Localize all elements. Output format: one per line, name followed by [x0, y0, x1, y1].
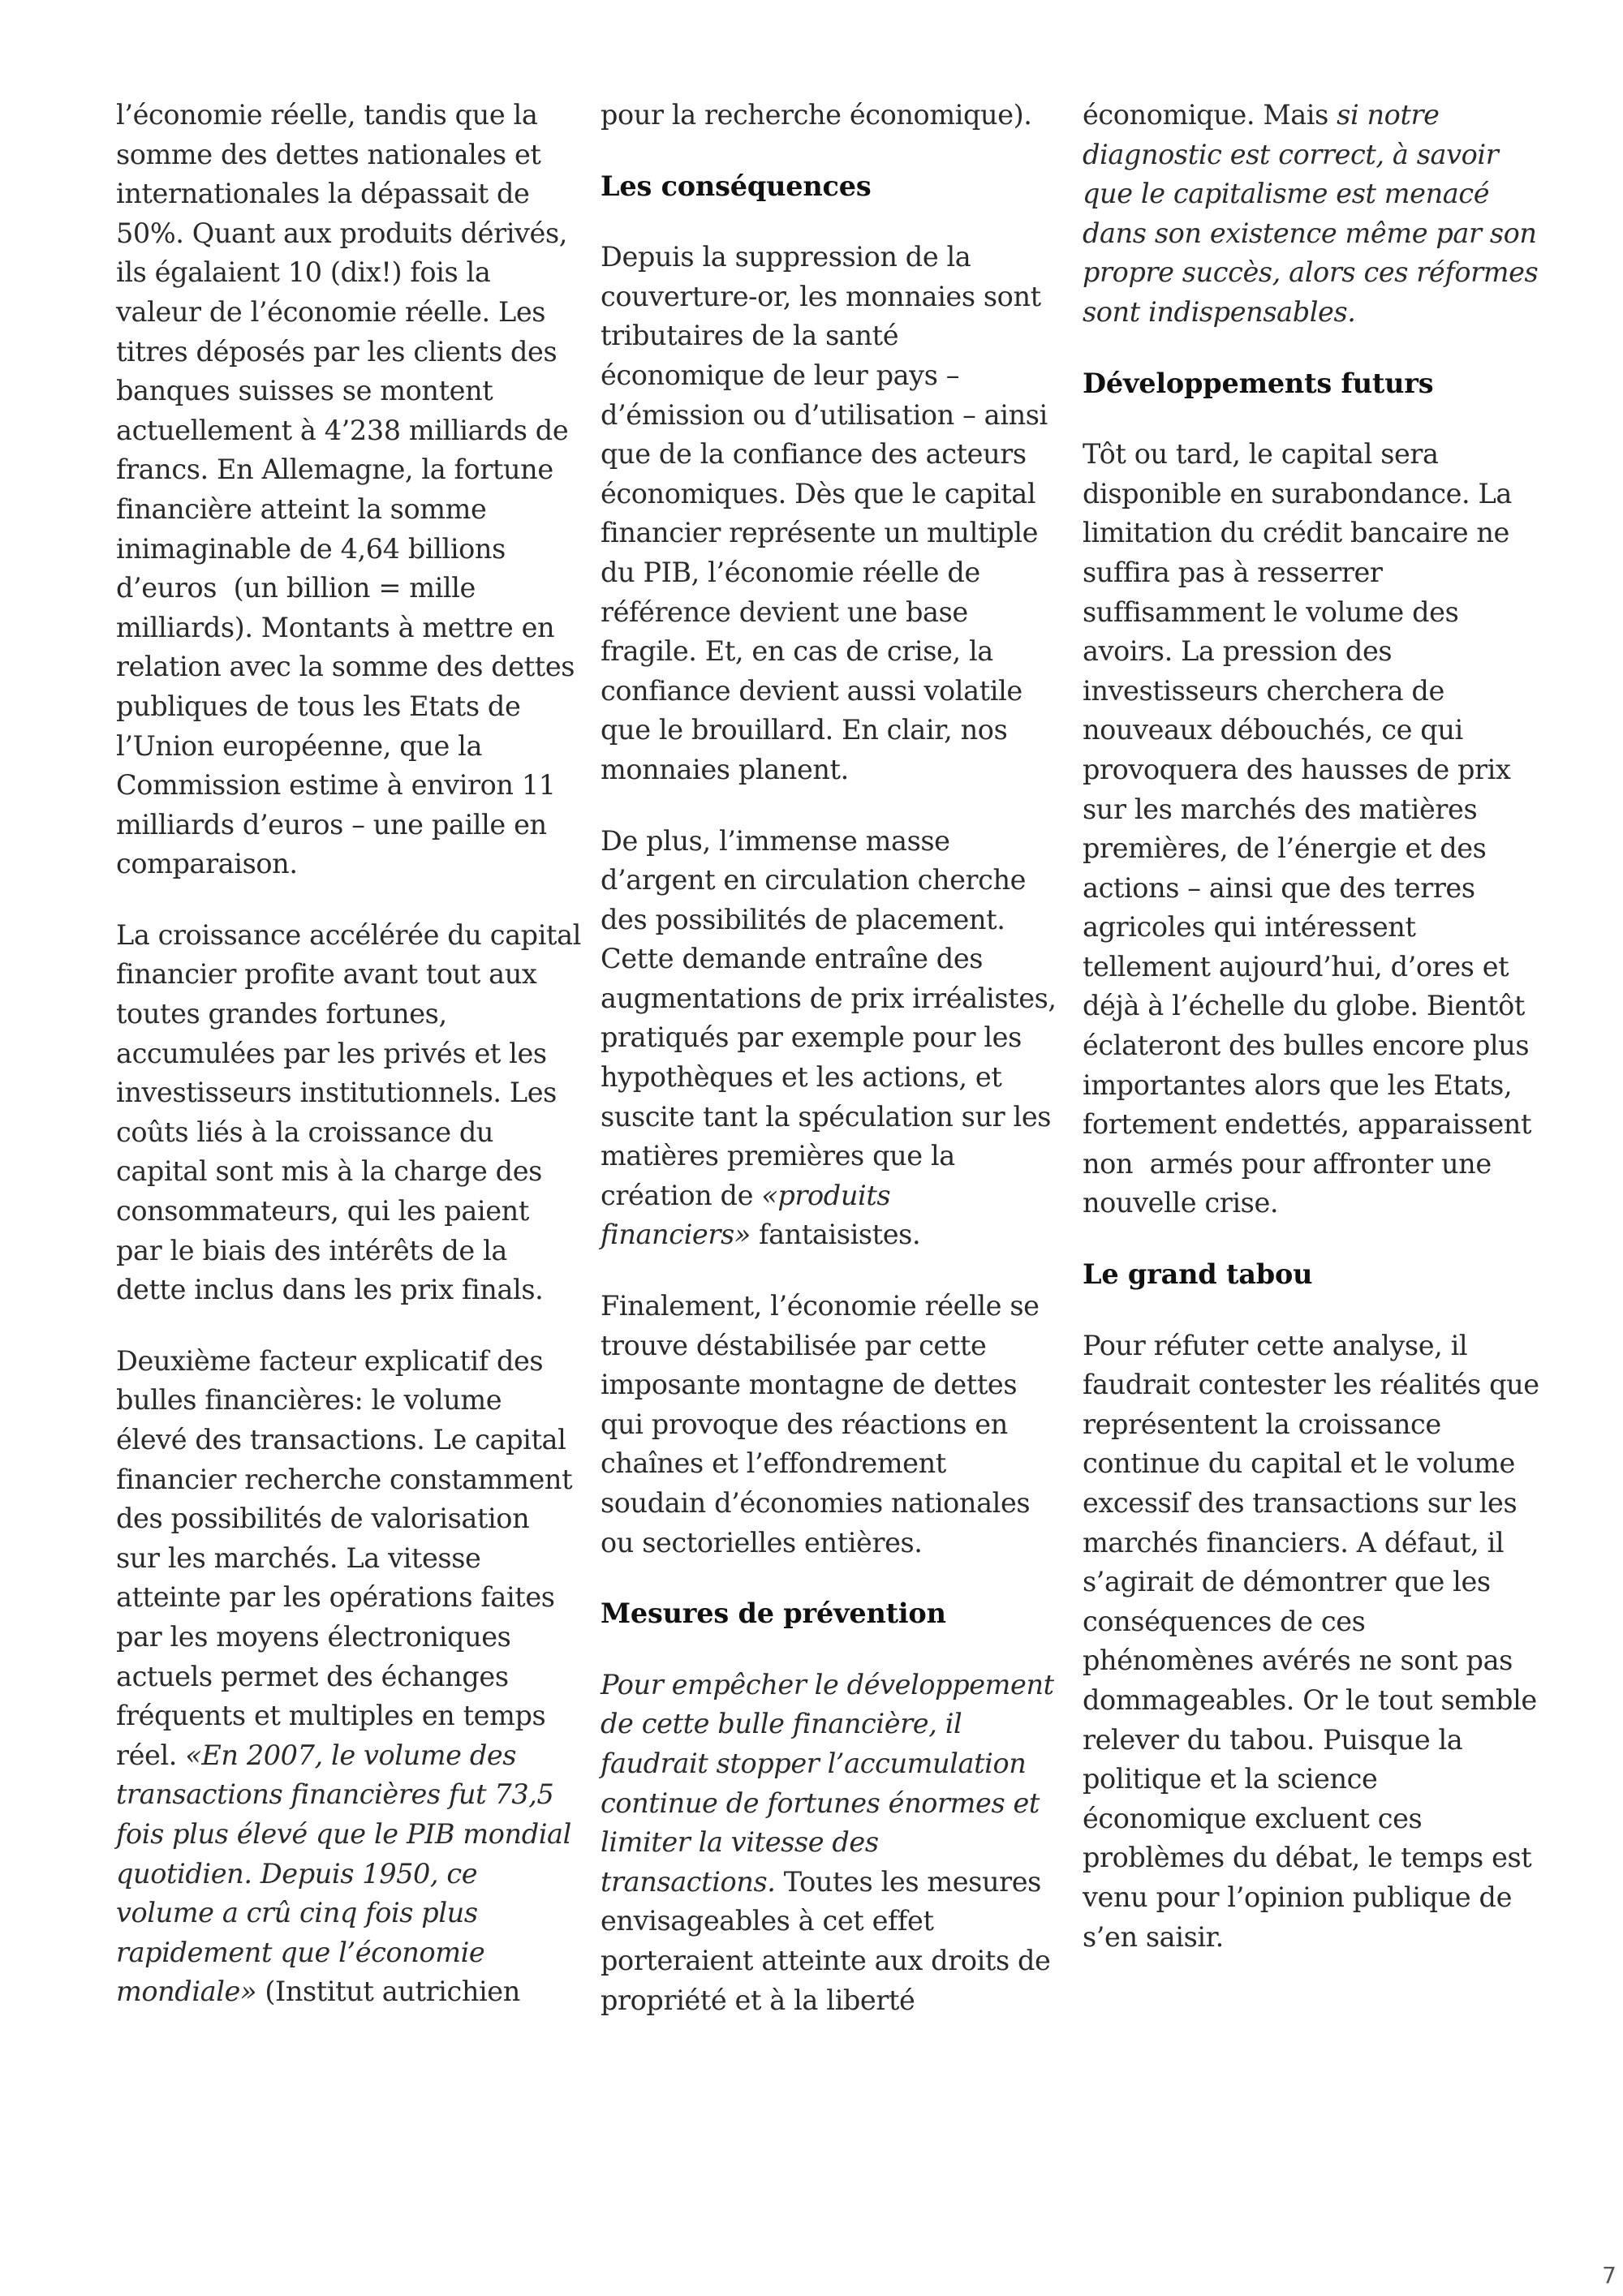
text-run: venu pour l’opinion publique de — [1083, 1881, 1513, 1913]
text-line — [1083, 174, 1521, 214]
text-run: élevé des transactions. Le capital — [116, 1424, 566, 1455]
text-run: relation avec la somme des dettes — [116, 651, 575, 683]
text-line — [1083, 475, 1521, 514]
text-run: confiance devient aussi volatile — [601, 674, 1022, 707]
text-line — [1083, 987, 1525, 1026]
text-run: d’argent en circulation cherche — [601, 864, 1027, 896]
text-run: consommateurs, qui les paient — [116, 1195, 529, 1228]
text-run: marchés financiers. A défaut, il — [1083, 1526, 1505, 1559]
text-run: Deuxième facteur explicatif des — [116, 1344, 544, 1377]
text-line — [1083, 1444, 1521, 1484]
text-column-1 — [116, 96, 581, 2012]
paragraph — [601, 1666, 1054, 2020]
text-run: excessif des transactions sur les — [1083, 1487, 1518, 1519]
text-line — [1083, 672, 1521, 712]
text-run: chaînes et l’effondrement — [601, 1447, 946, 1480]
text-line — [1083, 96, 1521, 135]
text-line — [1083, 1326, 1521, 1366]
section-heading: Mesures de prévention — [601, 1597, 946, 1630]
italic-text-run: propre succès, alors ces réformes — [1083, 256, 1539, 289]
text-run: création de — [601, 1179, 762, 1211]
text-line — [601, 672, 1039, 712]
text-run: sur les marchés. La vitesse — [116, 1541, 481, 1574]
text-line — [1083, 1760, 1521, 1799]
text-line — [601, 1098, 1052, 1137]
text-line — [116, 806, 554, 845]
text-line — [601, 979, 1057, 1019]
text-line — [601, 96, 1039, 135]
text-line — [601, 238, 1039, 277]
text-run: toutes grandes fortunes, — [116, 998, 447, 1030]
text-line — [601, 553, 1039, 593]
text-run: La croissance accélérée du capital — [116, 918, 581, 951]
text-line — [1083, 790, 1521, 830]
text-run: du PIB, l’économie réelle de — [601, 556, 980, 588]
text-line — [1083, 1145, 1521, 1185]
text-line — [116, 1460, 573, 1500]
text-run: des possibilités de placement. — [601, 903, 1005, 935]
block-spacer — [1083, 403, 1521, 435]
text-run: dommageables. Or le tout semble — [1083, 1683, 1537, 1716]
italic-text-run: fois plus élevé que le PIB mondial — [116, 1817, 571, 1850]
text-column-2 — [601, 96, 1057, 2020]
text-line — [116, 1342, 554, 1382]
text-run: continue du capital et le volume — [1083, 1447, 1515, 1480]
text-line — [601, 1215, 1039, 1255]
italic-text-run: faudrait stopper l’accumulation — [601, 1747, 1027, 1779]
block-spacer — [116, 1310, 554, 1342]
text-line — [1083, 1918, 1521, 1958]
text-run: porteraient atteinte aux droits de — [601, 1944, 1051, 1976]
text-run: dette inclus dans les prix finals. — [116, 1274, 544, 1306]
paragraph — [1083, 96, 1539, 333]
italic-text-run: Pour empêcher le développement — [601, 1668, 1054, 1701]
text-run: financier profite avant tout aux — [116, 958, 537, 991]
text-line — [116, 135, 554, 175]
text-line — [1083, 1799, 1521, 1839]
text-run: importantes alors que les Etats, — [1083, 1068, 1513, 1101]
text-run: somme des dettes nationales et — [116, 138, 541, 170]
text-line — [1083, 948, 1521, 987]
text-run: agricoles qui intéressent — [1083, 911, 1416, 944]
text-run: faudrait contester les réalités que — [1083, 1369, 1539, 1401]
text-line — [1083, 1641, 1521, 1681]
text-run: Depuis la suppression de la — [601, 241, 971, 273]
text-line — [601, 1902, 1039, 1941]
text-run: fragile. Et, en cas de crise, la — [601, 635, 993, 668]
text-run: investisseurs cherchera de — [1083, 674, 1444, 707]
text-line — [116, 450, 554, 490]
text-line — [116, 1815, 571, 1855]
italic-text-run: quotidien. Depuis 1950, ce — [116, 1857, 478, 1890]
text-run: phénomènes avérés ne sont pas — [1083, 1645, 1513, 1677]
text-run: premières, de l’énergie et des — [1083, 832, 1487, 865]
italic-text-run: sont indispensables. — [1083, 295, 1356, 328]
text-line — [116, 1855, 554, 1894]
text-run: d’émission ou d’utilisation – ainsi — [601, 398, 1048, 431]
text-run: tellement aujourd’hui, d’ores et — [1083, 950, 1509, 982]
text-run: suffisamment le volume des — [1083, 595, 1459, 628]
text-line — [1083, 593, 1521, 633]
paragraph — [601, 822, 1057, 1256]
text-line — [116, 1618, 554, 1658]
text-run: actuels permet des échanges — [116, 1660, 509, 1692]
text-run: provoquera des hausses de prix — [1083, 753, 1511, 785]
text-line — [116, 1578, 554, 1618]
text-line — [601, 1484, 1039, 1524]
italic-text-run: diagnostic est correct, à savoir — [1083, 138, 1499, 170]
text-line — [116, 96, 554, 135]
block-spacer — [1083, 333, 1521, 364]
text-run: fortement endettés, apparaissent — [1083, 1108, 1532, 1141]
text-run: monnaies planent. — [601, 753, 849, 785]
text-run: ou sectorielles entières. — [601, 1526, 923, 1559]
text-line — [1083, 1484, 1521, 1524]
italic-text-run: que le capitalisme est menacé — [1083, 178, 1490, 210]
text-line — [601, 277, 1039, 317]
text-line — [116, 1736, 554, 1776]
text-line — [601, 514, 1039, 553]
text-run: coûts liés à la croissance du — [116, 1116, 494, 1148]
text-line — [116, 1152, 554, 1192]
text-line — [116, 608, 554, 648]
text-run: s’agirait de démontrer que les — [1083, 1566, 1491, 1598]
text-line — [601, 939, 1039, 979]
text-line — [116, 1539, 554, 1579]
paragraph — [601, 96, 1039, 135]
text-line — [116, 727, 554, 767]
text-line — [1083, 1721, 1521, 1761]
text-line — [601, 1287, 1039, 1326]
text-run: fréquents et multiples en temps — [116, 1700, 546, 1732]
text-line — [116, 1271, 554, 1310]
text-line — [1083, 632, 1521, 672]
italic-text-run: continue de fortunes énormes et — [601, 1786, 1040, 1819]
text-run: valeur de l’économie réelle. Les — [116, 295, 546, 328]
text-line — [116, 1421, 566, 1460]
text-line — [1083, 1066, 1521, 1106]
text-line — [1083, 514, 1521, 553]
text-line — [116, 411, 569, 451]
text-line — [601, 1365, 1039, 1405]
text-line — [601, 1666, 1054, 1705]
text-line — [1083, 1681, 1537, 1721]
text-run: envisageables à cet effet — [601, 1905, 934, 1937]
text-line — [601, 356, 1039, 396]
paragraph — [116, 96, 575, 884]
text-run: Finalement, l’économie réelle se — [601, 1290, 1040, 1322]
text-line — [601, 861, 1039, 901]
text-line — [601, 1326, 1039, 1366]
text-run: inimaginable de 4,64 billions — [116, 532, 506, 565]
section-heading: Développements futurs — [1083, 367, 1434, 399]
italic-text-run: si notre — [1337, 99, 1440, 131]
text-run: déjà à l’échelle du globe. Bientôt — [1083, 990, 1525, 1022]
text-run: couverture-or, les monnaies sont — [601, 280, 1041, 312]
text-run: problèmes du débat, le temps est — [1083, 1842, 1532, 1874]
text-line — [601, 1444, 1039, 1484]
text-run: investisseurs institutionnels. Les — [116, 1077, 557, 1109]
text-line — [601, 1137, 1039, 1176]
text-line — [1083, 1563, 1521, 1602]
italic-text-run: «produits — [761, 1179, 891, 1211]
text-run: nouvelle crise. — [1083, 1187, 1279, 1219]
italic-text-run: limiter la vitesse des — [601, 1826, 879, 1859]
text-line — [116, 1381, 554, 1421]
text-line — [116, 647, 575, 687]
text-line — [116, 1073, 557, 1113]
text-line — [601, 711, 1039, 750]
text-run: comparaison. — [116, 848, 298, 880]
text-line — [1083, 1602, 1521, 1642]
text-line — [116, 174, 554, 214]
text-run: non armés pour affronter une — [1083, 1147, 1492, 1180]
text-line — [1083, 1838, 1532, 1878]
text-line — [116, 1696, 554, 1736]
text-run: pour la recherche économique). — [601, 99, 1032, 131]
text-run: des possibilités de valorisation — [116, 1503, 530, 1535]
text-line — [1083, 1184, 1521, 1223]
text-run: représentent la croissance — [1083, 1408, 1441, 1440]
text-run: De plus, l’immense masse — [601, 824, 950, 857]
text-run: avoirs. La pression des — [1083, 635, 1393, 668]
text-run: éclateront des bulles encore plus — [1083, 1030, 1530, 1062]
text-line — [1083, 869, 1521, 909]
italic-text-run: mondiale» — [116, 1976, 257, 2008]
text-line — [116, 1192, 554, 1232]
block-spacer — [116, 884, 554, 916]
text-run: financier recherche constamment — [116, 1463, 573, 1495]
paragraph — [116, 1342, 573, 2012]
text-line — [601, 1058, 1039, 1098]
text-line — [601, 1176, 1039, 1216]
text-run: limitation du crédit bancaire ne — [1083, 517, 1509, 549]
text-line — [1083, 293, 1521, 333]
text-run: suscite tant la spéculation sur les — [601, 1100, 1052, 1133]
paragraph — [1083, 1326, 1539, 1958]
text-run: capital sont mis à la charge des — [116, 1155, 542, 1188]
text-line — [601, 1941, 1051, 1981]
text-run: milliards). Montants à mettre en — [116, 611, 555, 643]
block-spacer — [1083, 1295, 1521, 1326]
text-line — [1083, 908, 1521, 948]
text-line — [116, 293, 554, 333]
text-column-3 — [1083, 96, 1539, 1957]
text-run: augmentations de prix irréalistes, — [601, 982, 1057, 1014]
text-run: pratiqués par exemple pour les — [601, 1021, 1022, 1054]
block-spacer — [601, 206, 1039, 238]
text-line — [1083, 135, 1521, 175]
text-line — [1083, 1365, 1539, 1405]
text-line — [601, 822, 1039, 862]
text-run: l’économie réelle, tandis que la — [116, 99, 538, 131]
text-line — [601, 316, 1039, 356]
text-line — [116, 845, 554, 884]
italic-text-run: volume a crû cinq fois plus — [116, 1897, 478, 1929]
text-run: publiques de tous les Etats de — [116, 690, 521, 722]
text-run: soudain d’économies nationales — [601, 1487, 1031, 1519]
text-line — [1083, 253, 1539, 293]
text-run: francs. En Allemagne, la fortune — [116, 454, 553, 486]
text-line — [116, 333, 558, 372]
text-line — [116, 214, 567, 254]
text-line — [1083, 750, 1521, 790]
text-line — [1083, 829, 1521, 869]
text-run: titres déposés par les clients des — [116, 335, 558, 368]
text-run: internationales la dépassait de — [116, 178, 530, 210]
text-line — [1083, 553, 1521, 593]
text-line — [116, 1894, 554, 1933]
text-line — [1083, 435, 1521, 475]
text-run: s’en saisir. — [1083, 1920, 1224, 1953]
paragraph — [601, 238, 1048, 789]
text-line — [1083, 711, 1521, 750]
text-line — [1083, 1878, 1521, 1918]
italic-text-run: transactions financières fut 73,5 — [116, 1778, 554, 1811]
text-run: hypothèques et les actions, et — [601, 1061, 1002, 1094]
text-run: accumulées par les privés et les — [116, 1037, 547, 1069]
text-run: sur les marchés des matières — [1083, 793, 1478, 825]
text-run: actuellement à 4’238 milliards de — [116, 414, 569, 446]
text-line — [116, 372, 554, 411]
text-run: financière atteint la somme — [116, 492, 487, 525]
text-run: tributaires de la santé — [601, 320, 899, 352]
text-line — [1083, 1524, 1521, 1563]
text-run: économique de leur pays – — [601, 359, 960, 391]
text-run: suffira pas à resserrer — [1083, 556, 1383, 588]
italic-text-run: dans son existence même par son — [1083, 217, 1537, 249]
text-run: 50%. Quant aux produits dérivés, — [116, 217, 567, 249]
text-line — [601, 1018, 1039, 1058]
italic-text-run: «En 2007, le volume des — [185, 1739, 517, 1771]
text-line — [601, 475, 1039, 514]
text-run: réel. — [116, 1739, 186, 1771]
text-run: économique. Mais — [1083, 99, 1337, 131]
italic-text-run: de cette bulle financière, il — [601, 1708, 962, 1740]
text-line — [1083, 1026, 1530, 1066]
text-line — [601, 396, 1048, 436]
text-run: l’Union européenne, que la — [116, 729, 483, 762]
text-run: que de la confiance des acteurs — [601, 438, 1027, 471]
text-run: Toutes les mesures — [775, 1865, 1041, 1898]
text-line — [601, 632, 1039, 672]
text-line — [601, 435, 1039, 475]
text-line — [116, 1658, 554, 1697]
text-run: bulles financières: le volume — [116, 1384, 502, 1417]
text-line — [601, 1823, 1039, 1863]
text-run: ils égalaient 10 (dix!) fois la — [116, 256, 491, 289]
text-line — [116, 1775, 554, 1815]
text-line — [116, 253, 554, 293]
page-number: 7 — [1602, 2262, 1617, 2289]
text-line — [116, 916, 581, 956]
italic-text-run: financiers» — [601, 1219, 751, 1251]
italic-text-run: rapidement que l’économie — [116, 1936, 485, 1968]
text-run: Commission estime à environ 11 — [116, 769, 556, 802]
text-line — [601, 750, 1039, 790]
paragraph — [601, 1287, 1039, 1563]
text-run: que le brouillard. En clair, nos — [601, 714, 1008, 746]
section-heading: Le grand tabou — [1083, 1258, 1313, 1291]
text-line — [601, 1744, 1039, 1784]
text-run: Tôt ou tard, le capital sera — [1083, 438, 1439, 471]
text-run: milliards d’euros – une paille en — [116, 808, 547, 841]
text-line — [1083, 214, 1537, 254]
paragraph — [1083, 435, 1532, 1223]
text-run: atteinte par les opérations faites — [116, 1581, 555, 1614]
text-line — [116, 569, 554, 608]
text-run: référence devient une base — [601, 595, 968, 628]
block-spacer — [1083, 1223, 1521, 1255]
text-line — [601, 1784, 1039, 1824]
text-line — [601, 901, 1039, 940]
text-run: par le biais des intérêts de la — [116, 1234, 507, 1266]
text-line — [116, 1232, 554, 1271]
text-run: banques suisses se montent — [116, 375, 493, 407]
text-line — [116, 766, 554, 806]
text-run: financier représente un multiple — [601, 517, 1039, 549]
text-run: qui provoque des réactions en — [601, 1408, 1008, 1440]
text-line — [601, 1981, 1039, 2021]
text-run: Cette demande entraîne des — [601, 943, 984, 975]
section-heading: Les conséquences — [601, 170, 872, 202]
block-spacer — [601, 1634, 1039, 1666]
text-run: politique et la science — [1083, 1763, 1378, 1795]
text-line — [116, 1972, 554, 2012]
text-run: fantaisistes. — [750, 1219, 921, 1251]
block-spacer — [601, 135, 1039, 167]
block-spacer — [601, 1255, 1039, 1287]
block-spacer — [601, 790, 1039, 822]
text-line — [601, 1863, 1039, 1903]
text-line — [1083, 1105, 1532, 1145]
text-run: trouve déstabilisée par cette — [601, 1329, 987, 1361]
text-line — [601, 1524, 1039, 1563]
text-run: disponible en surabondance. La — [1083, 477, 1512, 510]
text-run: (Institut autrichien — [256, 1976, 520, 2008]
text-run: matières premières que la — [601, 1140, 955, 1172]
text-run: conséquences de ces — [1083, 1605, 1366, 1637]
text-run: relever du tabou. Puisque la — [1083, 1723, 1463, 1756]
text-line — [116, 995, 554, 1034]
block-spacer — [601, 1563, 1039, 1594]
text-line — [116, 1113, 554, 1153]
text-line — [116, 530, 554, 570]
text-line — [601, 1705, 1039, 1744]
text-run: propriété et à la liberté — [601, 1984, 915, 2016]
text-run: économique excluent ces — [1083, 1802, 1423, 1834]
text-run: par les moyens électroniques — [116, 1620, 511, 1653]
text-run: nouveaux débouchés, ce qui — [1083, 714, 1463, 746]
text-line — [1083, 1405, 1521, 1445]
text-run: Pour réfuter cette analyse, il — [1083, 1329, 1468, 1361]
italic-text-run: transactions. — [601, 1865, 776, 1898]
text-run: actions – ainsi que des terres — [1083, 871, 1475, 904]
text-line — [116, 490, 554, 530]
text-line — [116, 955, 554, 995]
text-run: imposante montagne de dettes — [601, 1369, 1018, 1401]
text-line — [116, 687, 554, 727]
text-line — [116, 1499, 554, 1539]
paragraph — [116, 916, 581, 1310]
text-line — [116, 1933, 554, 1973]
text-line — [116, 1034, 554, 1074]
text-line — [601, 593, 1039, 633]
text-run: d’euros (un billion = mille — [116, 572, 476, 604]
text-line — [601, 1405, 1039, 1445]
text-run: économiques. Dès que le capital — [601, 477, 1036, 510]
